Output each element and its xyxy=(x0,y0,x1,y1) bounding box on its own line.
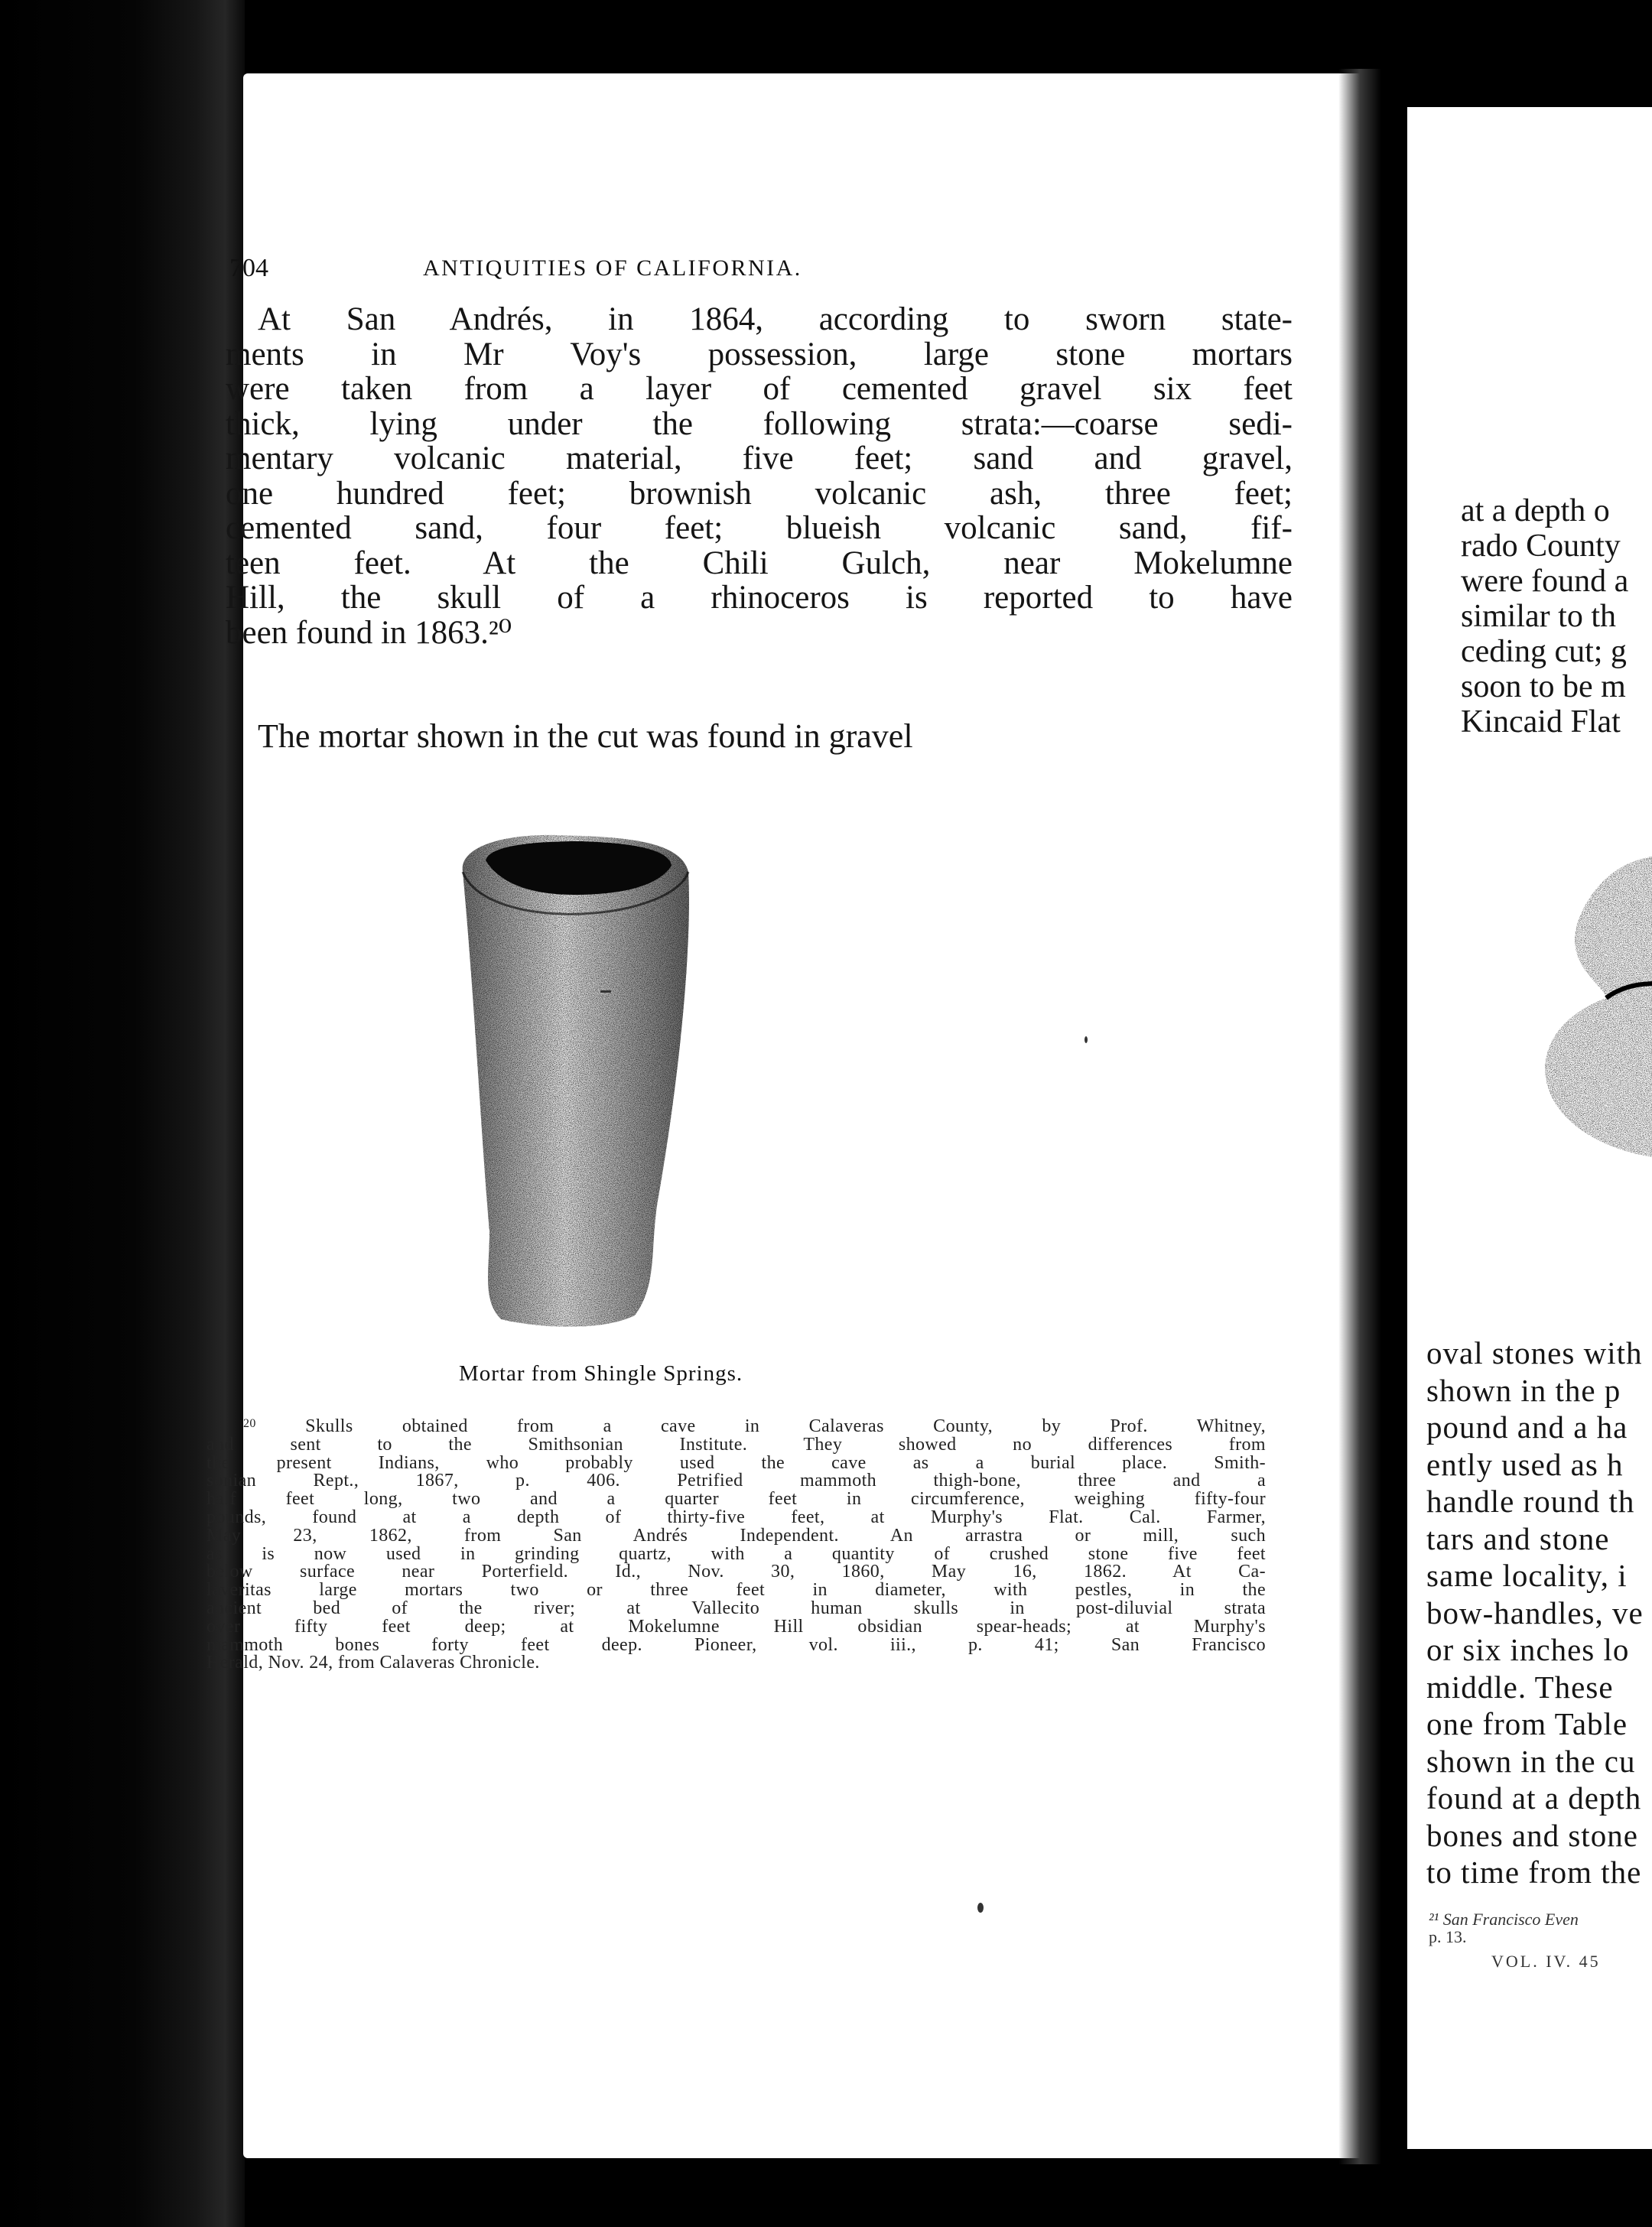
paragraph-line: cemented sand, four feet; blueish volcanic sand, fif- xyxy=(226,510,1293,546)
footnote-line: pounds, found at a depth of thirty-five feet, at Murphy's Flat. Cal. Farmer, xyxy=(206,1507,1266,1527)
page-gutter xyxy=(1338,69,1400,2164)
footnote-line: ancient bed of the river; at Vallecito human skulls in post-diluvial strata xyxy=(206,1598,1266,1618)
footnote-first-line xyxy=(206,1415,1266,1436)
footnote-line: the present Indians, who probably used the cave as a burial place. Smith- xyxy=(206,1452,1266,1473)
right-top-line: soon to be m xyxy=(1461,669,1626,704)
paragraph-line: ments in Mr Voy's possession, large stone mortars xyxy=(226,336,1293,372)
footnote-marker: 20 xyxy=(243,1417,256,1430)
signature-mark: VOL. IV. 45 xyxy=(1491,1952,1601,1971)
right-top-line: at a depth o xyxy=(1461,493,1610,528)
right-bottom-line: or six inches lo xyxy=(1426,1632,1630,1667)
body-paragraph-continued xyxy=(258,719,913,754)
right-bottom-line: same locality, i xyxy=(1426,1558,1628,1593)
right-top-line: Kincaid Flat xyxy=(1461,704,1621,740)
footnote-line: sonian Rept., 1867, p. 406. Petrified mammoth thigh-bone, three and a xyxy=(206,1471,1266,1491)
right-bottom-line: bones and stone xyxy=(1426,1817,1638,1853)
right-bottom-line: ently used as h xyxy=(1426,1446,1624,1482)
right-bottom-line: pound and a ha xyxy=(1426,1409,1628,1445)
right-bottom-line: found at a depth xyxy=(1426,1780,1642,1816)
footnote-line: May 23, 1862, from San Andrés Independent. An arrastra or mill, such xyxy=(206,1525,1266,1546)
right-bottom-line: shown in the cu xyxy=(1426,1743,1636,1779)
page-number: 704 xyxy=(229,254,268,282)
page-blemish xyxy=(977,1903,984,1913)
right-bottom-line: oval stones with xyxy=(1426,1335,1643,1370)
right-top-line: similar to th xyxy=(1461,599,1616,634)
figure-caption: Mortar from Shingle Springs. xyxy=(459,1361,743,1386)
paragraph-line: mentary volcanic material, five feet; sand and gravel, xyxy=(226,441,1293,476)
right-bottom-line: bow-handles, ve xyxy=(1426,1595,1644,1630)
paragraph-line: The mortar shown in the cut was found in gravel xyxy=(258,717,913,755)
body-paragraph xyxy=(226,302,1293,650)
right-bottom-line: handle round th xyxy=(1426,1484,1635,1519)
right-bottom-line: tars and stone xyxy=(1426,1520,1610,1556)
running-head: ANTIQUITIES OF CALIFORNIA. xyxy=(423,255,802,281)
right-footnote-line: p. 13. xyxy=(1429,1927,1467,1946)
book-spine-shadow xyxy=(0,0,245,2227)
footnote-line: Skulls obtained from a cave in Calaveras County, by Prof. Whitney, xyxy=(305,1416,1266,1436)
paragraph-line: teen feet. At the Chili Gulch, near Mokelumne xyxy=(226,545,1293,581)
right-bottom-text xyxy=(1426,1335,1644,1891)
right-bottom-line: shown in the p xyxy=(1426,1372,1621,1408)
paragraph-line: one hundred feet; brownish volcanic ash, three feet; xyxy=(226,475,1293,512)
footnote-block xyxy=(206,1415,1266,1673)
page-blemish xyxy=(1085,1036,1088,1043)
mortar-illustration xyxy=(428,818,849,1354)
right-top-line: rado County xyxy=(1461,528,1621,564)
right-footnote-line: ²¹ San Francisco Even xyxy=(1429,1910,1579,1929)
footnote-line: as is now used in grinding quartz, with a quantity of crushed stone five feet xyxy=(206,1543,1266,1564)
footnote-line: and sent to the Smithsonian Institute. They showed no differences from xyxy=(206,1434,1266,1455)
footnote-line: over fifty feet deep; at Mokelumne Hill obsidian spear-heads; at Murphy's xyxy=(206,1616,1266,1637)
paragraph-line: were taken from a layer of cemented gravel six feet xyxy=(226,371,1293,407)
right-top-text xyxy=(1461,493,1628,740)
footnote-line: mammoth bones forty feet deep. Pioneer, vol. iii., p. 41; San Francisco xyxy=(206,1634,1266,1655)
right-bottom-line: to time from the xyxy=(1426,1855,1642,1890)
paragraph-line: At San Andrés, in 1864, according to sworn state- xyxy=(258,301,1293,337)
right-bottom-line: middle. These xyxy=(1426,1669,1614,1705)
right-footnote xyxy=(1429,1910,1579,1946)
page-blemish xyxy=(600,990,611,993)
footnote-line: Herald, Nov. 24, from Calaveras Chronicle. xyxy=(206,1653,540,1673)
footnote-line: laveritas large mortars two or three feet in diameter, with pestles, in the xyxy=(206,1580,1266,1601)
right-top-line: ceding cut; g xyxy=(1461,634,1627,669)
right-top-line: were found a xyxy=(1461,564,1629,599)
paragraph-line: been found in 1863.²⁰ xyxy=(226,614,512,651)
right-bottom-line: one from Table xyxy=(1426,1706,1628,1741)
paragraph-line: thick, lying under the following strata:—coarse sedi- xyxy=(226,405,1293,442)
footnote-line: half feet long, two and a quarter feet in circumference, weighing fifty-four xyxy=(206,1489,1266,1510)
footnote-line: below surface near Porterfield. Id., Nov. 30, 1860, May 16, 1862. At Ca- xyxy=(206,1562,1266,1582)
paragraph-line: Hill, the skull of a rhinoceros is reported to have xyxy=(226,580,1293,616)
right-figure-stone xyxy=(1491,734,1652,1231)
right-page xyxy=(1407,107,1652,2149)
